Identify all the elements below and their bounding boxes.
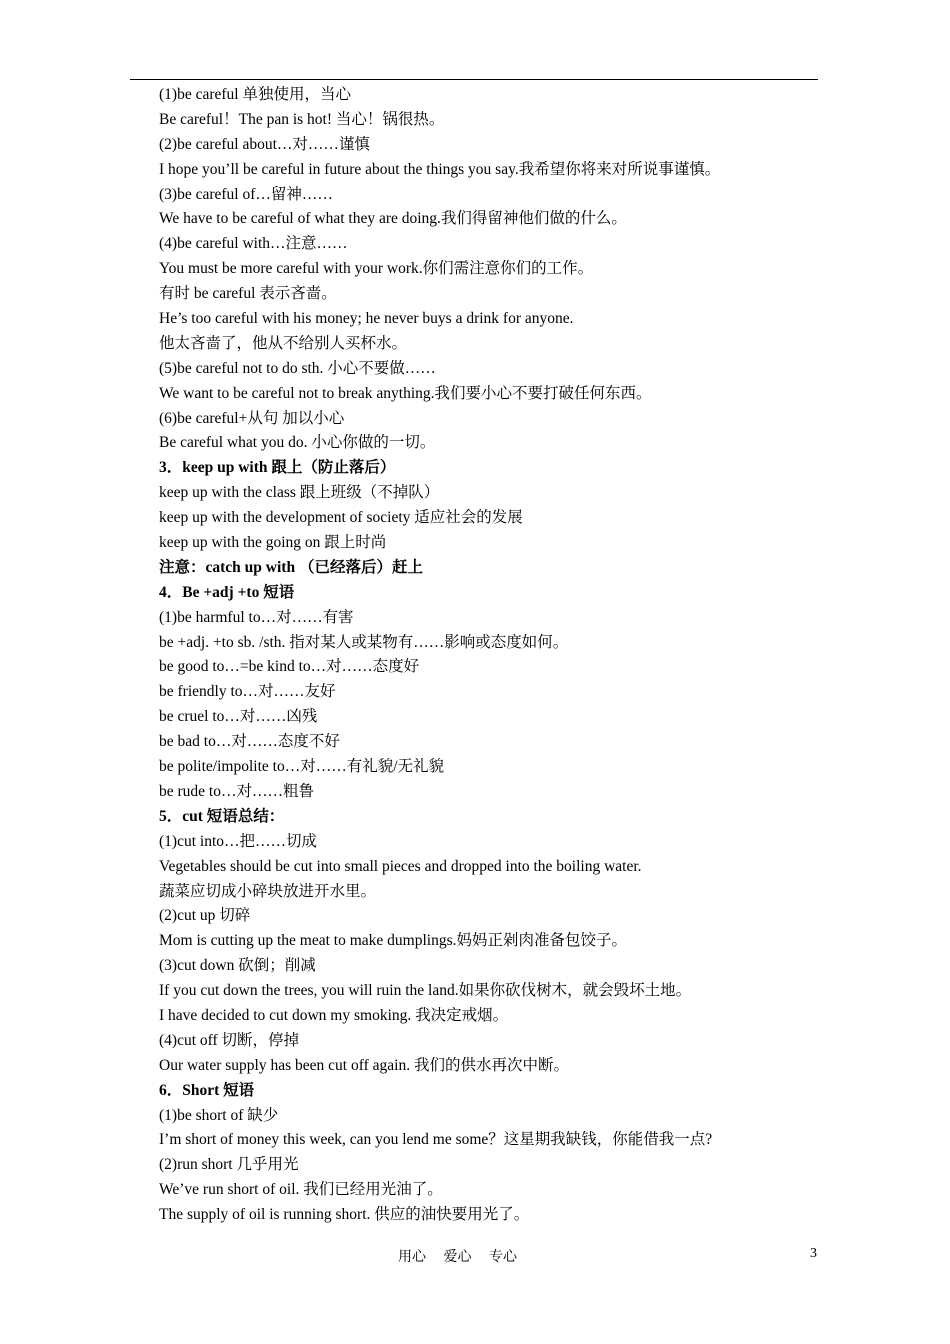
text-line: We want to be careful not to break anything.我们要小心不要打破任何东西。 [159,384,652,402]
text-line: 有时 be careful 表示吝啬。 [159,285,337,303]
text-line: be good to…=be kind to…对……态度好 [159,658,420,676]
text-line: (4)be careful with…注意…… [159,235,348,253]
text-line: Vegetables should be cut into small pieces and dropped into the boiling water. [159,857,642,875]
text-line: (3)be careful of…留神…… [159,185,333,203]
text-line: (2)cut up 切碎 [159,907,251,925]
text-line: keep up with the development of society 适应社会的发展 [159,509,523,527]
text-line: Mom is cutting up the meat to make dumplings.妈妈正剁肉准备包饺子。 [159,932,627,950]
text-line: (4)cut off 切断，停掉 [159,1031,300,1049]
text-line: Be careful what you do. 小心你做的一切。 [159,434,436,452]
text-line: (1)cut into…把……切成 [159,832,317,850]
page-footer [0,1246,950,1270]
text-line: (5)be careful not to do sth. 小心不要做…… [159,359,436,377]
text-line: keep up with the class 跟上班级（不掉队） [159,484,440,502]
text-line: (2)run short 几乎用光 [159,1156,299,1174]
section-heading: 6．Short 短语 [159,1081,255,1099]
footer-motto: 用心 爱心 专心 [398,1250,517,1265]
text-line: be rude to…对……粗鲁 [159,782,314,800]
text-line: (2)be careful about…对……谨慎 [159,135,370,153]
document-body [159,83,799,1228]
section-heading: 3．keep up with 跟上（防止落后） [159,459,396,477]
text-line: be polite/impolite to…对……有礼貌/无礼貌 [159,758,445,776]
text-line: be bad to…对……态度不好 [159,733,340,751]
text-line: We have to be careful of what they are doing.我们得留神他们做的什么。 [159,210,627,228]
text-line: (3)cut down 砍倒；削减 [159,957,316,975]
text-line: be cruel to…对……凶残 [159,708,318,726]
text-line: If you cut down the trees, you will ruin the land.如果你砍伐树木，就会毁坏土地。 [159,982,692,1000]
text-line: (1)be short of 缺少 [159,1106,279,1124]
text-line: Our water supply has been cut off again. 我们的供水再次中断。 [159,1056,569,1074]
text-line: (1)be harmful to…对……有害 [159,608,354,626]
text-line: I have decided to cut down my smoking. 我决定戒烟。 [159,1006,509,1024]
text-line: I hope you’ll be careful in future about the things you say.我希望你将来对所说事谨慎。 [159,160,721,178]
text-line: 他太吝啬了，他从不给别人买杯水。 [159,334,408,352]
text-line: (1)be careful 单独使用，当心 [159,86,351,103]
section-heading: 5．cut 短语总结： [159,807,285,825]
header-rule [130,79,818,80]
text-line: (6)be careful+从句 加以小心 [159,409,345,427]
text-line: be friendly to…对……友好 [159,683,336,701]
section-heading: 注意：catch up with （已经落后）赶上 [159,558,423,576]
text-line: Be careful！The pan is hot! 当心！锅很热。 [159,110,445,128]
text-line: The supply of oil is running short. 供应的油快要用光了。 [159,1206,530,1224]
text-line: He’s too careful with his money; he never buys a drink for anyone. [159,310,574,328]
text-line: keep up with the going on 跟上时尚 [159,534,387,552]
text-line: We’ve run short of oil. 我们已经用光油了。 [159,1181,443,1199]
page-number: 3 [810,1246,817,1261]
text-line: You must be more careful with your work.你们需注意你们的工作。 [159,260,594,278]
text-line: I’m short of money this week, can you lend me some？这星期我缺钱，你能借我一点? [159,1131,713,1149]
text-line: be +adj. +to sb. /sth. 指对某人或某物有……影响或态度如何。 [159,633,569,651]
text-line: 蔬菜应切成小碎块放进开水里。 [159,882,377,900]
section-heading: 4．Be +adj +to 短语 [159,583,295,601]
